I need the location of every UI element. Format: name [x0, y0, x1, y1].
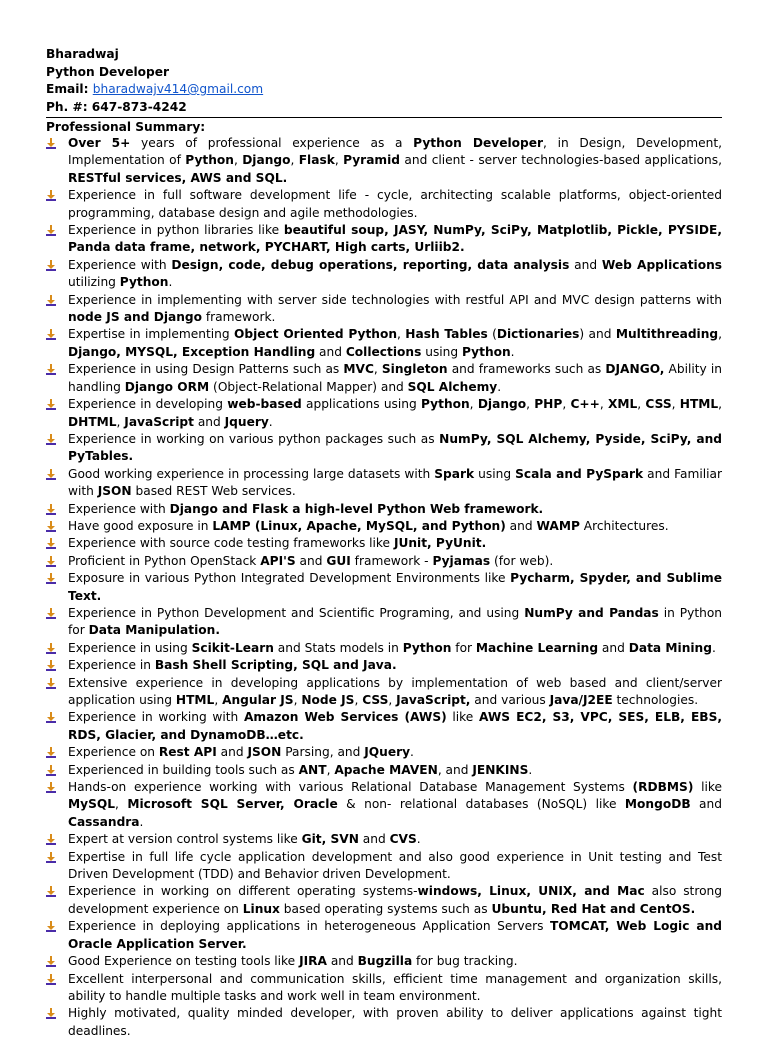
text-run: . [711, 640, 716, 655]
text-run: and frameworks such as [447, 362, 606, 377]
text-run: , in Design, Development, Implementation of [68, 136, 722, 168]
bold-text-run: CSS [645, 397, 672, 412]
bold-text-run: Angular JS [222, 693, 294, 707]
text-run: Experience in working on various python packages such as [68, 431, 440, 446]
bold-text-run: beautiful soup, JASY, NumPy, SciPy, Matplotlib, Pickle, PYSIDE, Panda data frame, network, PYCHART, High carts, Urliib2. [68, 223, 722, 255]
text-run: , [114, 797, 128, 812]
bold-text-run: Node JS [301, 693, 355, 707]
text-run: , [469, 397, 478, 412]
bold-text-run: Bugzilla [357, 954, 413, 969]
bullet-text [68, 258, 722, 289]
text-run: (Object-Relational Mapper) and [209, 379, 408, 394]
arrow-bullet-icon [46, 852, 56, 863]
bold-text-run: HTML [175, 693, 215, 707]
arrow-bullet-icon [46, 834, 56, 845]
summary-bullet [46, 553, 722, 570]
text-run: Proficient in Python OpenStack [68, 553, 261, 568]
text-run: Experience on [68, 745, 159, 760]
bullet-text [68, 676, 722, 707]
bullet-text [68, 745, 414, 759]
summary-bullet [46, 605, 722, 640]
bold-text-run: JSON [247, 745, 282, 760]
bold-text-run: Bash Shell Scripting, SQL and Java. [154, 658, 397, 673]
text-run: ) and [579, 327, 616, 342]
text-run: like [446, 710, 479, 725]
text-run: , [290, 153, 299, 168]
bullet-text [68, 571, 722, 602]
text-run: . [410, 745, 414, 760]
bold-text-run: Web Applications [601, 257, 722, 272]
bold-text-run: Multithreading [615, 327, 719, 342]
bold-text-run: Python [119, 275, 169, 290]
bold-text-run: LAMP (Linux, Apache, MySQL, and Python) [212, 518, 506, 533]
text-run: Experience in Python Development and Scientific Programing, and using [68, 605, 525, 620]
summary-bullet [46, 361, 722, 396]
text-run: and [295, 553, 327, 568]
bold-text-run: windows, Linux, UNIX, and Mac [417, 884, 645, 899]
text-run: and [569, 257, 602, 272]
text-run: , [637, 397, 646, 412]
text-run: and [505, 518, 537, 533]
arrow-bullet-icon [46, 782, 56, 793]
text-run: using [474, 466, 516, 481]
text-run: Have good exposure in [68, 518, 213, 533]
bold-text-run: GUI [326, 553, 351, 568]
arrow-bullet-icon [46, 921, 56, 932]
summary-bullet [46, 779, 722, 831]
arrow-bullet-icon [46, 434, 56, 445]
bullet-text [68, 884, 722, 915]
text-run: Experience in implementing with server side technologies with restful API and MVC design patterns with [68, 292, 722, 307]
text-run: Exposure in various Python Integrated Development Environments like [68, 571, 511, 586]
bold-text-run: Python [421, 397, 470, 412]
text-run: framework. [202, 310, 276, 325]
text-run: . [168, 275, 173, 290]
summary-bullet [46, 396, 722, 431]
bold-text-run: Object Oriented Python [234, 327, 398, 342]
arrow-bullet-icon [46, 573, 56, 584]
arrow-bullet-icon [46, 556, 56, 567]
summary-bullet [46, 135, 722, 187]
bullet-text [68, 763, 532, 777]
bullet-text [68, 502, 543, 516]
text-run: and various [470, 693, 550, 707]
text-run: Experienced in building tools such as [68, 762, 299, 777]
bold-text-run: API'S [260, 553, 296, 568]
bold-text-run: Apache MAVEN [334, 762, 438, 777]
bold-text-run: DJANGO, [605, 362, 665, 377]
bold-text-run: Linux [242, 901, 280, 916]
bold-text-run: node JS and Django [68, 310, 202, 325]
bold-text-run: Flask [298, 153, 335, 168]
arrow-bullet-icon [46, 956, 56, 967]
arrow-bullet-icon [46, 747, 56, 758]
text-run: and [690, 797, 722, 812]
candidate-name: Bharadwaj [46, 47, 119, 61]
bold-text-run: Pyjamas [432, 553, 491, 568]
bullet-text [68, 519, 669, 533]
text-run: Ability in handling [68, 362, 722, 394]
arrow-bullet-icon [46, 678, 56, 689]
bold-text-run: Hash Tables [405, 327, 488, 342]
bold-text-run: Singleton [381, 362, 448, 377]
bold-text-run: Django, MYSQL, Exception Handling [68, 344, 316, 359]
text-run: and client - server technologies-based applications, [400, 153, 722, 168]
summary-bullet [46, 953, 722, 970]
arrow-bullet-icon [46, 1008, 56, 1019]
text-run: in Python for [68, 605, 722, 638]
arrow-bullet-icon [46, 295, 56, 306]
text-run: Architectures. [579, 518, 669, 533]
text-run: and [216, 745, 248, 760]
arrow-bullet-icon [46, 660, 56, 671]
bullet-text [68, 658, 397, 672]
summary-bullet [46, 918, 722, 953]
arrow-bullet-icon [46, 521, 56, 532]
arrow-bullet-icon [46, 469, 56, 480]
bold-text-run: Spark [434, 466, 475, 481]
text-run: . [510, 344, 515, 359]
bold-text-run: JQuery [364, 745, 411, 760]
text-run: , [599, 397, 608, 412]
bold-text-run: Amazon Web Services (AWS) [243, 710, 447, 725]
text-run: . [268, 414, 273, 429]
bold-text-run: NumPy, SQL Alchemy, Pyside, SciPy, and PyTables. [68, 431, 722, 464]
text-run: , [718, 397, 723, 412]
bullet-text [68, 919, 722, 950]
bullet-text [68, 432, 722, 463]
summary-bullet-list [46, 135, 722, 1040]
text-run: like [693, 780, 722, 795]
bold-text-run: Machine Learning [475, 640, 599, 655]
bullet-text [68, 710, 722, 741]
text-run: Highly motivated, quality minded developer, with proven ability to deliver applications against tight deadlines. [68, 1006, 722, 1038]
bold-text-run: JIRA [299, 954, 327, 969]
text-run: and [193, 414, 225, 429]
bold-text-run: (RDBMS) [632, 780, 694, 795]
summary-bullet [46, 187, 722, 222]
text-run: Good Experience on testing tools like [68, 954, 300, 969]
summary-bullet [46, 535, 722, 552]
bold-text-run: Ubuntu, Red Hat and CentOS. [491, 901, 696, 916]
bold-text-run: JavaScript, [396, 693, 471, 707]
summary-bullet [46, 466, 722, 501]
text-run: , [397, 327, 406, 342]
text-run: , [214, 693, 223, 707]
summary-bullet [46, 431, 722, 466]
text-run: Experience with source code testing frameworks like [68, 536, 394, 551]
arrow-bullet-icon [46, 190, 56, 201]
bullet-text [68, 293, 722, 324]
text-run: Good working experience in processing large datasets with [68, 466, 435, 481]
text-run: . [497, 379, 502, 394]
bullet-text [68, 554, 553, 568]
text-run: , [388, 693, 397, 707]
bold-text-run: CVS [389, 832, 417, 847]
bullet-text [68, 136, 722, 185]
text-run: . [139, 814, 144, 829]
text-run: , [116, 414, 125, 429]
arrow-bullet-icon [46, 765, 56, 776]
arrow-bullet-icon [46, 364, 56, 375]
bold-text-run: MySQL [68, 797, 115, 812]
bold-text-run: Cassandra [68, 814, 140, 829]
summary-bullet [46, 762, 722, 779]
bold-text-run: AWS EC2, S3, VPC, SES, ELB, EBS, RDS, Glacier, and DynamoDB…etc. [68, 710, 722, 742]
email-label: Email: [46, 82, 93, 96]
bold-text-run: PHP [534, 397, 563, 412]
bold-text-run: Python Developer [413, 136, 544, 150]
bold-text-run: JavaScript [124, 414, 194, 429]
text-run: and [326, 954, 358, 969]
bold-text-run: TOMCAT, Web Logic and Oracle Application Server. [68, 919, 722, 951]
bullet-text [68, 780, 722, 829]
arrow-bullet-icon [46, 225, 56, 236]
bold-text-run: XML [607, 397, 638, 412]
text-run: ( [487, 327, 497, 342]
bullet-text [68, 362, 722, 393]
bullet-text [68, 850, 722, 881]
bold-text-run: Python [185, 153, 234, 168]
bold-text-run: CSS [362, 693, 389, 707]
bold-text-run: Pycharm, Spyder, and Sublime Text. [68, 571, 722, 603]
bold-text-run: DHTML [68, 414, 117, 429]
bold-text-run: Django and Flask a high-level Python Web framework. [169, 501, 544, 516]
text-run: and Familiar with [68, 466, 723, 499]
bold-text-run: Collections [345, 344, 422, 359]
resume-header [46, 46, 722, 135]
text-run: utilizing [68, 275, 120, 290]
text-run: years of professional experience as a [130, 136, 414, 150]
text-run: (for web). [490, 553, 554, 568]
bold-text-run: Python [402, 640, 452, 655]
arrow-bullet-icon [46, 712, 56, 723]
summary-bullet [46, 849, 722, 884]
summary-bullet [46, 657, 722, 674]
text-run: and [358, 832, 390, 847]
bold-text-run: Scikit-Learn [191, 640, 274, 655]
bold-text-run: WAMP [536, 518, 580, 533]
bold-text-run: Pyramid [343, 153, 401, 168]
bold-text-run: NumPy and Pandas [524, 605, 659, 620]
bold-text-run: JSON [97, 484, 132, 499]
bold-text-run: Data Manipulation. [88, 623, 220, 638]
summary-bullet [46, 831, 722, 848]
bold-text-run: Data Mining [628, 640, 712, 655]
summary-bullet [46, 971, 722, 1006]
text-run: Expertise in full life cycle application development and also good experience in Unit testing and Test Driven Development (TDD) and Behavior driven Development. [68, 849, 722, 882]
text-run: applications using [301, 397, 422, 412]
bullet-text [68, 832, 421, 846]
text-run: Extensive experience in developing applications by implementation of web based and client/server application using [68, 675, 722, 707]
bold-text-run: HTML [679, 397, 719, 412]
text-run: , [233, 153, 243, 168]
text-run: also strong development experience on [68, 884, 722, 916]
text-run: , [671, 397, 680, 412]
arrow-bullet-icon [46, 260, 56, 271]
bold-text-run: Git, SVN [301, 832, 359, 847]
professional-summary-heading: Professional Summary: [46, 117, 722, 135]
text-run: Hands-on experience working with various Relational Database Management Systems [68, 780, 633, 795]
bold-text-run: MVC [343, 362, 374, 377]
bold-text-run: Python [462, 344, 511, 359]
text-run: and Stats models in [273, 640, 403, 655]
bold-text-run: Java/J2EE [549, 693, 613, 707]
bullet-text [68, 223, 722, 254]
text-run: Experience in working on different operating systems- [68, 884, 418, 899]
summary-bullet [46, 501, 722, 518]
summary-bullet [46, 292, 722, 327]
bullet-text [68, 188, 722, 219]
text-run: based operating systems such as [279, 901, 492, 916]
text-run: Expertise in implementing [68, 327, 234, 342]
text-run: . [528, 762, 533, 777]
bold-text-run: web-based [227, 397, 302, 412]
summary-bullet [46, 709, 722, 744]
bold-text-run: Django [477, 397, 527, 412]
text-run: using [421, 344, 463, 359]
bold-text-run: Dictionaries [496, 327, 580, 342]
text-run: Excellent interpersonal and communication skills, efficient time management and organization skills, ability to handle multiple tasks and work well in team environment. [68, 971, 722, 1003]
text-run: , [373, 362, 382, 377]
summary-bullet [46, 675, 722, 710]
bullet-text [68, 641, 716, 655]
text-run: , [526, 397, 535, 412]
text-run: Experience in deploying applications in heterogeneous Application Servers [68, 919, 550, 934]
text-run: Experience in developing [68, 397, 228, 412]
bold-text-run: C++ [570, 397, 600, 412]
text-run: Expert at version control systems like [68, 832, 302, 847]
arrow-bullet-icon [46, 329, 56, 340]
text-run: Experience in [68, 658, 155, 673]
text-run: Experience in using [68, 640, 192, 655]
bold-text-run: Over 5+ [68, 136, 131, 150]
text-run: Experience in full software development life - cycle, architecting scalable platforms, object-oriented programming, database design and agile methodologies. [68, 188, 722, 220]
text-run: , [293, 693, 302, 707]
text-run: , and [437, 762, 473, 777]
summary-bullet [46, 222, 722, 257]
bold-text-run: Django [242, 153, 291, 168]
phone-line: Ph. #: 647-873-4242 [46, 99, 187, 114]
text-run: Parsing, and [281, 745, 365, 760]
arrow-bullet-icon [46, 886, 56, 897]
arrow-bullet-icon [46, 538, 56, 549]
bold-text-run: JUnit, PyUnit. [393, 536, 487, 551]
bold-text-run: Design, code, debug operations, reporting, data analysis [171, 257, 570, 272]
bold-text-run: ANT [298, 762, 327, 777]
summary-bullet [46, 518, 722, 535]
summary-bullet [46, 640, 722, 657]
arrow-bullet-icon [46, 504, 56, 515]
bold-text-run: MongoDB [624, 797, 691, 812]
summary-bullet [46, 744, 722, 761]
bullet-text [68, 327, 722, 358]
text-run: , [354, 693, 363, 707]
bold-text-run: Microsoft SQL Server, Oracle [127, 797, 338, 812]
text-run: Experience with [68, 501, 170, 516]
bullet-text [68, 972, 722, 1003]
bold-text-run: Django ORM [124, 379, 210, 394]
summary-bullet [46, 883, 722, 918]
bold-text-run: Scala and PySpark [515, 466, 644, 481]
text-run: and [315, 344, 346, 359]
email-link[interactable]: bharadwajv414@gmail.com [92, 82, 264, 96]
bullet-text [68, 1006, 722, 1037]
text-run: , [718, 327, 723, 342]
text-run: and [598, 640, 629, 655]
bullet-text [68, 397, 722, 428]
bold-text-run: JENKINS [472, 762, 529, 777]
email-line [46, 81, 722, 99]
text-run: Experience in python libraries like [68, 223, 284, 238]
text-run: based REST Web services. [131, 484, 296, 499]
text-run: , [334, 153, 344, 168]
summary-bullet [46, 257, 722, 292]
bold-text-run: SQL Alchemy [407, 379, 498, 394]
bold-text-run: Rest API [158, 745, 217, 760]
arrow-bullet-icon [46, 974, 56, 985]
text-run: , [562, 397, 571, 412]
arrow-bullet-icon [46, 138, 56, 149]
text-run: framework - [350, 553, 433, 568]
summary-bullet [46, 326, 722, 361]
bold-text-run: Jquery [224, 414, 269, 429]
bold-text-run: RESTful services, AWS and SQL. [68, 170, 288, 185]
arrow-bullet-icon [46, 643, 56, 654]
bullet-text [68, 606, 722, 637]
text-run: & non- relational databases (NoSQL) like [337, 797, 625, 812]
arrow-bullet-icon [46, 399, 56, 410]
candidate-title: Python Developer [46, 64, 170, 79]
text-run: Experience in using Design Patterns such as [68, 362, 344, 377]
bullet-text [68, 467, 722, 498]
bullet-text [68, 536, 486, 550]
arrow-bullet-icon [46, 608, 56, 619]
text-run: for [451, 640, 476, 655]
text-run: for bug tracking. [412, 954, 518, 969]
text-run: Experience with [68, 257, 172, 272]
text-run: . [416, 832, 421, 847]
text-run: , [326, 762, 335, 777]
text-run: Experience in working with [68, 710, 244, 725]
text-run: technologies. [612, 693, 699, 707]
summary-bullet [46, 1005, 722, 1040]
bullet-text [68, 954, 518, 968]
summary-bullet [46, 570, 722, 605]
